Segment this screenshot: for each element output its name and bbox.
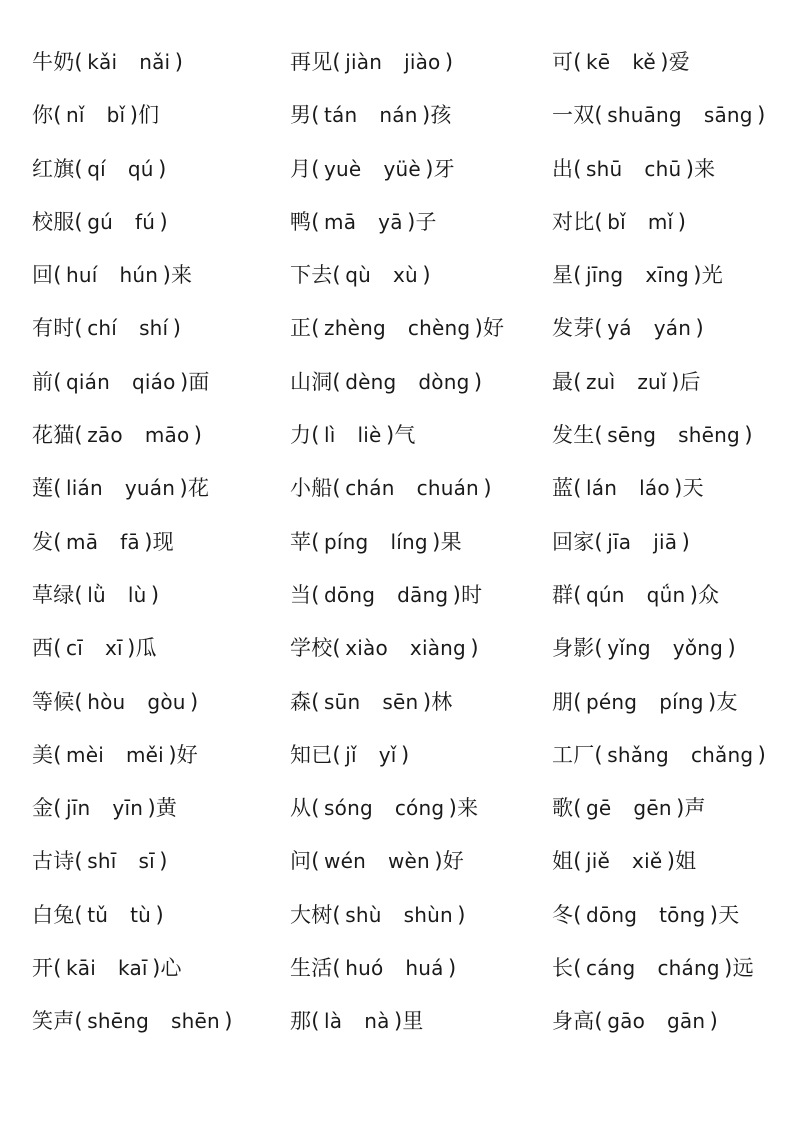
pinyin-option-b: nà	[364, 1009, 390, 1034]
word-prefix: 冬	[552, 902, 574, 927]
word-suffix: 里	[402, 1009, 424, 1034]
pinyin-option-b: láo	[639, 476, 670, 501]
word-suffix: 林	[431, 689, 453, 714]
pinyin-choice-item: 再见( jiàn jiào )	[290, 50, 454, 74]
pinyin-choice-item: 学校( xiào xiàng )	[290, 636, 479, 661]
pinyin-choice-item: 下去( qù xù )	[290, 263, 431, 288]
word-prefix: 发生	[552, 423, 595, 448]
pinyin-option-a: huí	[66, 263, 98, 288]
pinyin-choice-item: 森( sūn sēn )林	[290, 689, 453, 714]
word-suffix: 来	[170, 263, 193, 288]
word-suffix: 面	[188, 369, 210, 394]
word-prefix: 笑声	[32, 1009, 75, 1034]
pinyin-option-b: wèn	[387, 849, 430, 874]
word-suffix: 花	[187, 476, 210, 501]
pinyin-choice-item: 当( dōng dāng )时	[290, 582, 483, 607]
pinyin-option-b: hún	[119, 263, 159, 288]
pinyin-option-b: māo	[144, 423, 190, 448]
word-suffix: 牙	[433, 156, 455, 181]
pinyin-choice-item: 月( yuè yüè )牙	[290, 156, 455, 181]
word-suffix: 好	[442, 849, 464, 874]
word-suffix: 黄	[155, 796, 178, 821]
pinyin-option-b: yán	[653, 316, 692, 341]
word-prefix: 工厂	[552, 742, 595, 767]
pinyin-choice-item: 冬( dōng tōng )天	[552, 902, 740, 927]
pinyin-choice-item: 姐( jiě xiě )姐	[552, 849, 697, 874]
pinyin-choice-item: 力( lì liè )气	[290, 423, 416, 448]
pinyin-choice-item: 最( zuì zuǐ )后	[552, 369, 701, 394]
word-suffix: 好	[176, 742, 198, 767]
pinyin-option-b: yā	[378, 209, 403, 234]
pinyin-choice-item: 正( zhèng chèng )好	[290, 316, 505, 341]
pinyin-option-a: gāo	[607, 1009, 646, 1034]
pinyin-option-a: shuāng	[607, 103, 682, 128]
pinyin-option-a: mā	[66, 529, 99, 554]
pinyin-option-a: zhèng	[324, 316, 386, 341]
pinyin-choice-item: 大树( shù shùn )	[290, 902, 466, 927]
word-prefix: 苹	[290, 529, 312, 554]
pinyin-option-b: xiàng	[409, 636, 466, 661]
pinyin-option-a: dōng	[586, 902, 638, 927]
pinyin-choice-item: 白兔( tǔ tù )	[32, 902, 164, 927]
pinyin-option-b: měi	[125, 742, 164, 767]
pinyin-option-a: xiào	[345, 636, 388, 661]
pinyin-option-a: zāo	[87, 423, 123, 448]
pinyin-option-a: bǐ	[607, 209, 626, 234]
pinyin-choice-item: 小船( chán chuán )	[290, 476, 492, 501]
word-prefix: 发芽	[552, 316, 595, 341]
pinyin-option-a: qián	[66, 369, 110, 394]
word-prefix: 从	[290, 796, 312, 821]
pinyin-choice-item: 前( qián qiáo )面	[32, 369, 210, 394]
pinyin-option-a: péng	[586, 689, 638, 714]
word-suffix: 爱	[668, 50, 690, 74]
pinyin-choice-item: 群( qún qǘn )众	[552, 582, 720, 607]
pinyin-option-a: dōng	[324, 582, 376, 607]
pinyin-option-a: lián	[66, 476, 103, 501]
pinyin-choice-item: 可( kē kě )爱	[552, 50, 690, 74]
pinyin-option-b: gēn	[633, 796, 672, 821]
word-prefix: 下去	[290, 263, 333, 288]
word-prefix: 牛奶	[32, 50, 75, 74]
word-prefix: 古诗	[32, 849, 75, 874]
pinyin-choice-item: 有时( chí shí )	[32, 316, 182, 341]
pinyin-option-b: chǎng	[690, 742, 754, 767]
word-prefix: 大树	[290, 902, 333, 927]
pinyin-option-a: zuì	[586, 369, 616, 394]
pinyin-option-a: tǔ	[87, 902, 109, 927]
pinyin-choice-item: 发芽( yá yán )	[552, 316, 704, 341]
pinyin-option-b: xiě	[632, 849, 663, 874]
pinyin-option-b: xù	[393, 263, 418, 288]
word-suffix: 光	[701, 263, 723, 288]
pinyin-option-a: jiàn	[345, 50, 383, 74]
word-prefix: 再见	[290, 50, 333, 74]
pinyin-option-b: shēn	[171, 1009, 220, 1034]
word-prefix: 生活	[290, 956, 333, 981]
pinyin-option-b: kaī	[118, 956, 148, 981]
word-suffix: 远	[732, 956, 754, 981]
word-prefix: 那	[290, 1009, 312, 1034]
pinyin-option-a: yá	[607, 316, 632, 341]
pinyin-option-b: liè	[357, 423, 382, 448]
word-suffix: 天	[682, 476, 704, 501]
pinyin-option-a: kǎi	[87, 50, 118, 74]
word-prefix: 学校	[290, 636, 333, 661]
pinyin-option-a: qí	[87, 156, 106, 181]
pinyin-choice-item: 校服( gú fú )	[32, 209, 168, 234]
pinyin-option-a: gē	[586, 796, 612, 821]
word-prefix: 等候	[32, 689, 75, 714]
word-prefix: 开	[32, 956, 54, 981]
pinyin-option-b: xīng	[645, 263, 689, 288]
pinyin-option-b: bǐ	[106, 103, 126, 128]
pinyin-choice-item: 苹( píng líng )果	[290, 529, 462, 554]
pinyin-option-a: shū	[586, 156, 623, 181]
pinyin-choice-item: 出( shū chū )来	[552, 156, 716, 181]
pinyin-option-b: shēng	[678, 423, 740, 448]
pinyin-option-a: chán	[345, 476, 395, 501]
pinyin-option-a: cī	[66, 636, 83, 661]
pinyin-option-b: chuán	[416, 476, 479, 501]
pinyin-option-a: sēng	[607, 423, 657, 448]
pinyin-choice-item: 金( jīn yīn )黄	[32, 796, 178, 821]
pinyin-option-b: zuǐ	[637, 369, 667, 394]
pinyin-option-b: líng	[390, 529, 428, 554]
word-prefix: 蓝	[552, 476, 574, 501]
word-prefix: 鸭	[290, 209, 312, 234]
pinyin-option-b: fú	[135, 209, 156, 234]
word-suffix: 时	[461, 582, 483, 607]
word-prefix: 长	[552, 956, 574, 981]
pinyin-option-b: tōng	[659, 902, 706, 927]
pinyin-option-a: jīng	[586, 263, 624, 288]
word-suffix: 众	[698, 582, 720, 607]
pinyin-option-a: qù	[345, 263, 371, 288]
word-suffix: 子	[415, 209, 437, 234]
pinyin-option-b: jiā	[653, 529, 678, 554]
word-prefix: 莲	[32, 476, 54, 501]
pinyin-option-a: tán	[324, 103, 358, 128]
pinyin-choice-item: 歌( gē gēn )声	[552, 796, 706, 821]
pinyin-option-b: qiáo	[132, 369, 176, 394]
word-suffix: 心	[160, 956, 182, 981]
word-prefix: 最	[552, 369, 574, 394]
pinyin-choice-item: 男( tán nán )孩	[290, 103, 452, 128]
word-suffix: 果	[440, 529, 462, 554]
pinyin-option-a: jǐ	[345, 742, 357, 767]
pinyin-option-a: yuè	[324, 156, 362, 181]
word-prefix: 当	[290, 582, 312, 607]
pinyin-choice-item: 回家( jīa jiā )	[552, 529, 690, 554]
word-prefix: 有时	[32, 316, 75, 341]
pinyin-choice-item: 开( kāi kaī )心	[32, 956, 182, 981]
word-prefix: 问	[290, 849, 312, 874]
pinyin-option-a: qún	[586, 582, 625, 607]
pinyin-choice-item: 发( mā fā )现	[32, 529, 174, 554]
pinyin-option-b: shùn	[403, 902, 453, 927]
pinyin-choice-item: 山洞( dèng dòng )	[290, 369, 483, 394]
pinyin-choice-item: 身高( gāo gān )	[552, 1009, 719, 1034]
word-suffix: 友	[716, 689, 738, 714]
word-prefix: 金	[32, 796, 54, 821]
pinyin-option-b: jiào	[404, 50, 441, 74]
word-prefix: 知已	[290, 742, 333, 767]
pinyin-option-b: yǐ	[378, 742, 397, 767]
word-prefix: 发	[32, 529, 54, 554]
pinyin-option-b: sī	[138, 849, 155, 874]
pinyin-option-a: kē	[586, 50, 611, 74]
word-prefix: 回家	[552, 529, 595, 554]
pinyin-option-b: gān	[667, 1009, 706, 1034]
pinyin-option-a: shǎng	[607, 742, 669, 767]
word-suffix: 声	[684, 796, 706, 821]
pinyin-option-a: shēng	[87, 1009, 149, 1034]
pinyin-option-b: fā	[120, 529, 140, 554]
word-prefix: 身影	[552, 636, 595, 661]
pinyin-option-b: nǎi	[139, 50, 171, 74]
pinyin-choice-item: 美( mèi měi )好	[32, 742, 198, 767]
pinyin-choice-item: 一双( shuāng sāng )	[552, 103, 766, 128]
word-prefix: 身高	[552, 1009, 595, 1034]
pinyin-choice-item: 身影( yǐng yǒng )	[552, 636, 736, 661]
pinyin-choice-grid	[32, 36, 782, 1049]
pinyin-choice-item: 等候( hòu gòu )	[32, 689, 199, 714]
pinyin-option-b: chū	[644, 156, 682, 181]
pinyin-option-a: jīn	[66, 796, 91, 821]
pinyin-option-a: jiě	[586, 849, 611, 874]
word-prefix: 对比	[552, 209, 595, 234]
pinyin-option-b: nán	[379, 103, 418, 128]
word-suffix: 天	[718, 902, 740, 927]
pinyin-option-b: yuán	[124, 476, 176, 501]
word-prefix: 一双	[552, 103, 595, 128]
word-prefix: 力	[290, 423, 312, 448]
word-suffix: 来	[457, 796, 479, 821]
word-prefix: 回	[32, 263, 54, 288]
pinyin-choice-item: 发生( sēng shēng )	[552, 423, 753, 448]
pinyin-option-b: lù	[127, 582, 147, 607]
pinyin-choice-item: 蓝( lán láo )天	[552, 476, 704, 501]
pinyin-option-a: mèi	[66, 742, 104, 767]
pinyin-option-a: mā	[324, 209, 357, 234]
word-prefix: 姐	[552, 849, 574, 874]
word-prefix: 前	[32, 369, 54, 394]
word-prefix: 朋	[552, 689, 574, 714]
pinyin-option-a: gú	[87, 209, 113, 234]
pinyin-option-a: cáng	[586, 956, 636, 981]
pinyin-option-a: là	[324, 1009, 343, 1034]
word-suffix: 好	[483, 316, 505, 341]
pinyin-choice-item: 花猫( zāo māo )	[32, 423, 203, 448]
word-prefix: 歌	[552, 796, 574, 821]
pinyin-option-a: kāi	[66, 956, 97, 981]
pinyin-option-a: wén	[324, 849, 366, 874]
word-prefix: 正	[290, 316, 312, 341]
pinyin-option-b: píng	[659, 689, 704, 714]
word-prefix: 美	[32, 742, 54, 767]
pinyin-choice-item: 笑声( shēng shēn )	[32, 1009, 233, 1034]
pinyin-option-a: huó	[345, 956, 384, 981]
pinyin-option-b: kě	[632, 50, 656, 74]
pinyin-choice-item: 星( jīng xīng )光	[552, 263, 723, 288]
pinyin-choice-item: 从( sóng cóng )来	[290, 796, 479, 821]
pinyin-choice-item: 问( wén wèn )好	[290, 849, 464, 874]
pinyin-option-b: chèng	[407, 316, 471, 341]
word-prefix: 你	[32, 103, 54, 128]
pinyin-choice-item: 那( là nà )里	[290, 1009, 424, 1034]
pinyin-option-a: píng	[324, 529, 369, 554]
pinyin-choice-item: 古诗( shī sī )	[32, 849, 168, 874]
pinyin-choice-item: 鸭( mā yā )子	[290, 209, 437, 234]
pinyin-choice-item: 红旗( qí qú )	[32, 156, 167, 181]
pinyin-option-b: sāng	[703, 103, 753, 128]
pinyin-option-a: shī	[87, 849, 117, 874]
pinyin-option-a: jīa	[607, 529, 632, 554]
word-suffix: 现	[152, 529, 174, 554]
pinyin-choice-item: 对比( bǐ mǐ )	[552, 209, 687, 234]
word-prefix: 红旗	[32, 156, 75, 181]
pinyin-choice-item: 知已( jǐ yǐ )	[290, 742, 410, 767]
word-prefix: 男	[290, 103, 312, 128]
pinyin-option-b: tù	[130, 902, 152, 927]
word-prefix: 校服	[32, 209, 75, 234]
pinyin-option-b: gòu	[147, 689, 186, 714]
pinyin-choice-item: 工厂( shǎng chǎng )	[552, 742, 767, 767]
word-prefix: 森	[290, 689, 312, 714]
word-prefix: 白兔	[32, 902, 75, 927]
word-suffix: 孩	[430, 103, 452, 128]
pinyin-choice-item: 你( nǐ bǐ )们	[32, 103, 160, 128]
word-suffix: 瓜	[135, 636, 157, 661]
pinyin-option-b: huá	[405, 956, 444, 981]
word-suffix: 来	[694, 156, 716, 181]
pinyin-option-b: dòng	[418, 369, 470, 394]
pinyin-option-a: sūn	[324, 689, 361, 714]
word-suffix: 们	[138, 103, 160, 128]
pinyin-option-a: nǐ	[66, 103, 85, 128]
pinyin-option-a: chí	[87, 316, 118, 341]
pinyin-option-a: lì	[324, 423, 336, 448]
pinyin-option-a: yǐng	[607, 636, 651, 661]
pinyin-choice-item: 长( cáng cháng )远	[552, 956, 754, 981]
pinyin-option-b: sēn	[382, 689, 419, 714]
pinyin-option-a: hòu	[87, 689, 126, 714]
word-prefix: 出	[552, 156, 574, 181]
word-prefix: 月	[290, 156, 312, 181]
pinyin-option-b: dāng	[397, 582, 449, 607]
word-prefix: 可	[552, 50, 574, 74]
pinyin-option-a: lǜ	[87, 582, 106, 607]
word-prefix: 花猫	[32, 423, 75, 448]
pinyin-option-a: shù	[345, 902, 382, 927]
pinyin-option-a: sóng	[324, 796, 373, 821]
pinyin-option-b: yüè	[383, 156, 421, 181]
pinyin-choice-item: 朋( péng píng )友	[552, 689, 738, 714]
pinyin-option-b: cháng	[657, 956, 720, 981]
word-suffix: 姐	[675, 849, 697, 874]
word-prefix: 群	[552, 582, 574, 607]
word-suffix: 后	[679, 369, 701, 394]
word-prefix: 小船	[290, 476, 333, 501]
pinyin-choice-item: 莲( lián yuán )花	[32, 476, 210, 501]
pinyin-option-b: xī	[104, 636, 123, 661]
pinyin-choice-item: 回( huí hún )来	[32, 263, 193, 288]
word-suffix: 气	[394, 423, 416, 448]
word-prefix: 星	[552, 263, 574, 288]
pinyin-option-b: qǘn	[646, 582, 686, 607]
pinyin-option-b: mǐ	[647, 209, 674, 234]
pinyin-choice-item: 草绿( lǜ lù )	[32, 582, 160, 607]
pinyin-option-b: cóng	[394, 796, 445, 821]
pinyin-option-b: shí	[139, 316, 169, 341]
word-prefix: 草绿	[32, 582, 75, 607]
pinyin-choice-item: 西( cī xī )瓜	[32, 636, 157, 661]
pinyin-option-b: qú	[127, 156, 154, 181]
pinyin-option-a: lán	[586, 476, 618, 501]
pinyin-choice-item: 生活( huó huá )	[290, 956, 457, 981]
pinyin-option-b: yǒng	[672, 636, 724, 661]
word-prefix: 西	[32, 636, 54, 661]
pinyin-option-b: yīn	[112, 796, 144, 821]
pinyin-option-a: dèng	[345, 369, 397, 394]
pinyin-choice-item: 牛奶( kǎi nǎi )	[32, 50, 184, 74]
word-prefix: 山洞	[290, 369, 333, 394]
